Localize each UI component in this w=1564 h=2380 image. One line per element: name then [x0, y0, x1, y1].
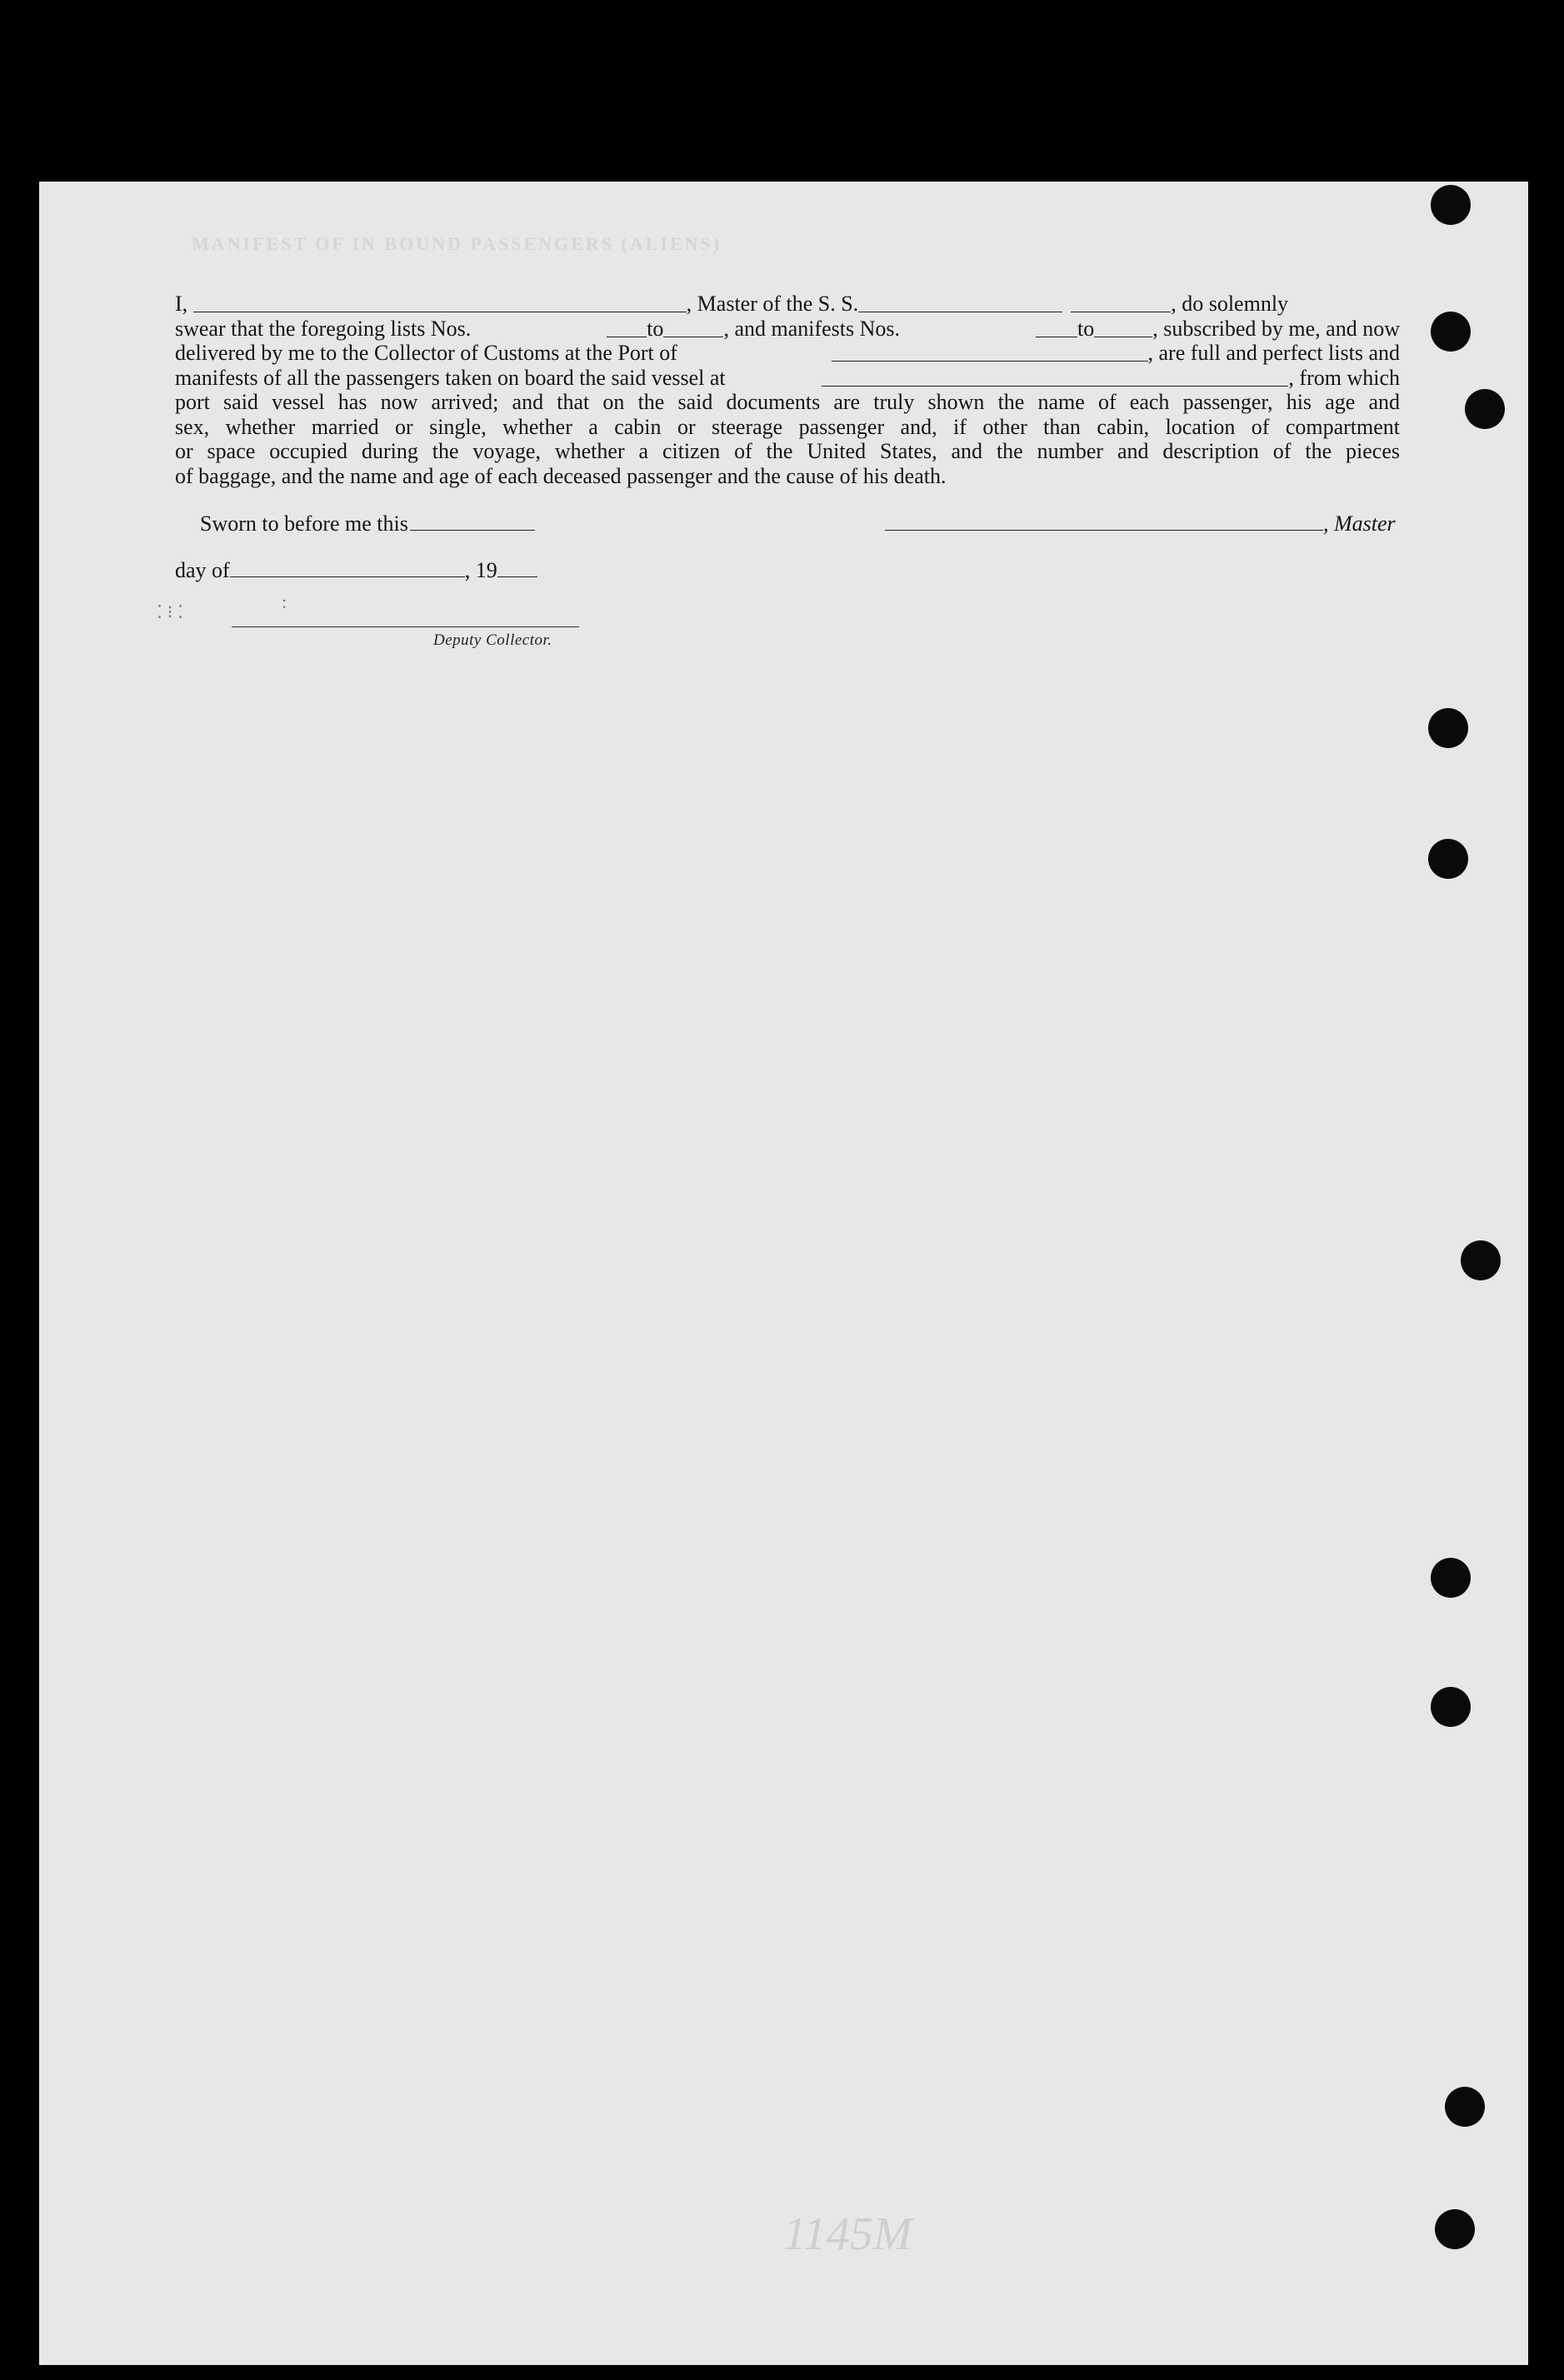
- list-to-blank: [663, 321, 723, 337]
- punch-hole: [1435, 2209, 1475, 2249]
- manifest-to-blank: [1094, 321, 1152, 337]
- oath-text: delivered by me to the Collector of Customs at the Port of: [175, 341, 677, 365]
- punch-hole: [1465, 389, 1505, 429]
- ship-name-blank-2: [1071, 296, 1171, 312]
- sworn-text: Sworn to before me this: [200, 511, 408, 536]
- month-blank: [230, 576, 465, 577]
- day-of-line: [175, 558, 537, 583]
- master-signature-blank: [885, 530, 1323, 531]
- oath-line-5: port said vessel has now arrived; and that on the said documents are truly shown the name of each passenger, his age and: [175, 390, 1400, 414]
- oath-text: , from which: [1288, 365, 1400, 390]
- bleed-through-heading: MANIFEST OF IN BOUND PASSENGERS (ALIENS): [192, 233, 722, 254]
- year-blank: [497, 576, 537, 577]
- oath-line-2: [175, 317, 1400, 342]
- punch-hole: [1431, 185, 1471, 225]
- master-signature: [885, 511, 1396, 536]
- punch-hole: [1428, 839, 1468, 879]
- punch-hole: [1445, 2087, 1485, 2127]
- list-from-blank: [607, 321, 647, 337]
- master-label: , Master: [1323, 511, 1396, 536]
- punch-hole: [1461, 1240, 1501, 1280]
- handwritten-mark: 1145M: [783, 2208, 912, 2260]
- oath-text: manifests of all the passengers taken on board the said vessel at: [175, 365, 726, 390]
- oath-text: , Master of the S. S.: [686, 292, 859, 316]
- oath-line-1: [175, 292, 1400, 317]
- sworn-line: [200, 511, 535, 536]
- document-page: [39, 182, 1528, 2365]
- ship-name-blank: [858, 296, 1062, 312]
- deputy-collector-label: Deputy Collector.: [433, 631, 552, 649]
- oath-text: , subscribed by me, and now: [1152, 316, 1400, 341]
- oath-line-8: of baggage, and the name and age of each deceased passenger and the cause of his death.: [175, 463, 947, 488]
- punch-hole: [1431, 312, 1471, 352]
- oath-line-3: [175, 341, 1400, 366]
- departure-port-blank: [822, 370, 1288, 387]
- oath-text: I,: [175, 292, 188, 316]
- oath-text: to: [647, 316, 664, 341]
- oath-text: , and manifests Nos.: [723, 316, 901, 341]
- oath-text: , do solemnly: [1171, 292, 1289, 316]
- stamp-smudge: ⁚ ⁝ ⁚: [157, 601, 183, 622]
- stamp-dot: :: [282, 591, 287, 612]
- manifest-from-blank: [1036, 321, 1077, 337]
- oath-text: to: [1077, 316, 1095, 341]
- punch-hole: [1428, 708, 1468, 748]
- master-name-blank: [193, 296, 687, 312]
- punch-hole: [1431, 1558, 1471, 1598]
- oath-paragraph: [175, 292, 1400, 488]
- oath-line-7: or space occupied during the voyage, whether a citizen of the United States, and the number and description of the pieces: [175, 439, 1400, 463]
- oath-line-6: sex, whether married or single, whether a cabin or steerage passenger and, if other than cabin, location of compartment: [175, 414, 1400, 439]
- oath-text: swear that the foregoing lists Nos.: [175, 316, 472, 341]
- punch-hole: [1431, 1687, 1471, 1727]
- oath-line-4: [175, 366, 1400, 391]
- sworn-date-blank: [410, 530, 535, 531]
- oath-text: , are full and perfect lists and: [1147, 341, 1400, 365]
- port-blank: [832, 345, 1148, 362]
- deputy-collector-signature-line: [232, 626, 579, 627]
- year-prefix: , 19: [464, 558, 497, 582]
- day-of-label: day of: [175, 558, 230, 582]
